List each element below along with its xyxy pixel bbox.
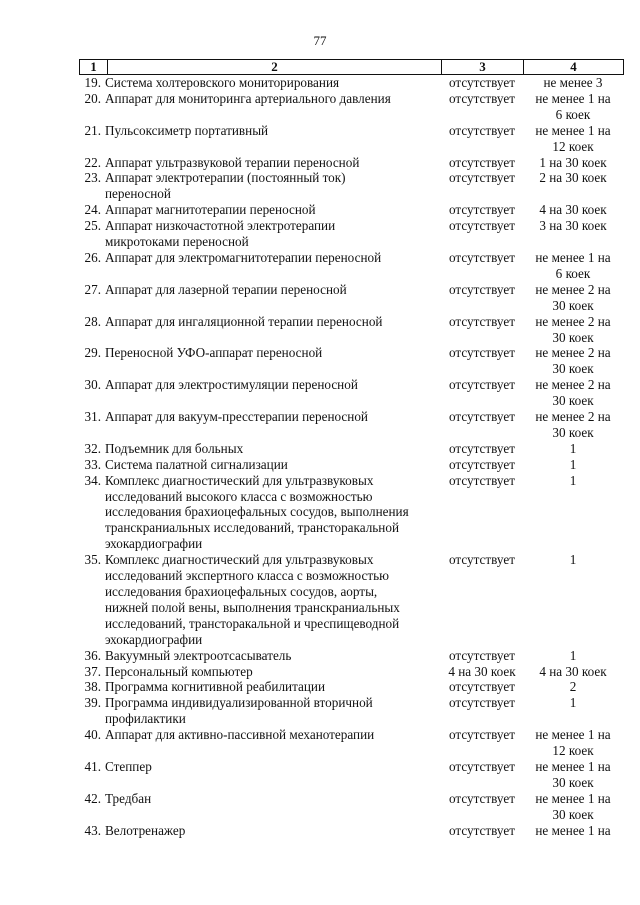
- table-row: [79, 250, 623, 282]
- equipment-name-line: Велотренажер: [105, 822, 186, 838]
- equipment-name-line: профилактики: [105, 711, 186, 727]
- current-quantity: отсутствует: [449, 822, 515, 838]
- table-row: [79, 473, 623, 553]
- required-quantity-line: не менее 2 на: [535, 281, 611, 297]
- required-quantity-line: 1: [569, 456, 577, 472]
- required-quantity: [523, 314, 623, 346]
- row-number: 41.: [84, 758, 101, 774]
- row-number: 23.: [84, 170, 101, 186]
- equipment-name-line: Пульсоксиметр портативный: [105, 122, 269, 138]
- required-quantity: [523, 202, 623, 218]
- required-quantity: [523, 170, 623, 202]
- table-row: [79, 648, 623, 664]
- equipment-name-line: Вакуумный электроотсасыватель: [105, 647, 292, 663]
- required-quantity: [523, 823, 623, 839]
- table-row: [79, 695, 623, 727]
- required-quantity: [523, 345, 623, 377]
- equipment-name: [104, 170, 441, 202]
- required-quantity: [523, 791, 623, 823]
- required-quantity-line: 4 на 30 коек: [539, 663, 607, 679]
- required-quantity: [523, 679, 623, 695]
- equipment-name-line: эхокардиографии: [105, 631, 203, 647]
- required-quantity-line: 30 коек: [552, 329, 594, 345]
- required-quantity-line: 12 коек: [552, 138, 594, 154]
- table-row: [79, 314, 623, 346]
- table-row: [79, 664, 623, 680]
- required-quantity-line: 2: [569, 679, 577, 695]
- table-row: [79, 123, 623, 155]
- current-quantity: отсутствует: [449, 679, 515, 695]
- equipment-name-line: Аппарат для ингаляционной терапии переносной: [105, 313, 383, 329]
- equipment-name-line: нижней полой вены, выполнения транскраниальных: [105, 599, 400, 615]
- row-number: 29.: [84, 345, 101, 361]
- row-number: 40.: [84, 727, 101, 743]
- table-row: [79, 282, 623, 314]
- equipment-name-line: Программа индивидуализированной вторичной: [105, 695, 373, 711]
- required-quantity: [523, 695, 623, 727]
- required-quantity: [523, 457, 623, 473]
- current-quantity: отсутствует: [449, 345, 515, 361]
- row-number: 26.: [84, 249, 101, 265]
- row-number: 36.: [84, 647, 101, 663]
- equipment-name-line: транскраниальных исследований, трансторакальной: [105, 520, 400, 536]
- table-row: [79, 345, 623, 377]
- current-quantity: отсутствует: [449, 90, 515, 106]
- required-quantity: [523, 250, 623, 282]
- equipment-name-line: исследований, трансторакальной и чреспищеводной: [105, 615, 400, 631]
- row-number: 33.: [84, 456, 101, 472]
- required-quantity-line: 1: [569, 647, 577, 663]
- equipment-name: [104, 250, 441, 282]
- row-number: 21.: [84, 122, 101, 138]
- equipment-name: [104, 218, 441, 250]
- required-quantity: [523, 727, 623, 759]
- required-quantity: [523, 473, 623, 553]
- row-number: 34.: [84, 472, 101, 488]
- equipment-name-line: Подъемник для больных: [105, 440, 244, 456]
- required-quantity-line: не менее 1 на: [535, 758, 611, 774]
- current-quantity: отсутствует: [449, 440, 515, 456]
- table-row: [79, 759, 623, 791]
- equipment-name-line: Тредбан: [105, 790, 152, 806]
- equipment-name-line: исследований экспертного класса с возможностью: [105, 568, 389, 584]
- equipment-name-line: Аппарат для электростимуляции переносной: [105, 377, 358, 393]
- required-quantity-line: 30 коек: [552, 361, 594, 377]
- current-quantity: отсутствует: [449, 202, 515, 218]
- required-quantity: [523, 664, 623, 680]
- required-quantity: [523, 441, 623, 457]
- required-quantity: [523, 75, 623, 91]
- table-row: [79, 170, 623, 202]
- current-quantity: отсутствует: [449, 727, 515, 743]
- row-number: 19.: [84, 75, 101, 90]
- required-quantity-line: не менее 1 на: [535, 122, 611, 138]
- equipment-name: [104, 727, 441, 759]
- table-row: [79, 823, 623, 839]
- equipment-name: [104, 345, 441, 377]
- required-quantity-line: не менее 2 на: [535, 313, 611, 329]
- equipment-name-line: микротоками переносной: [105, 234, 249, 250]
- equipment-name-line: переносной: [105, 186, 171, 202]
- required-quantity-line: 30 коек: [552, 297, 594, 313]
- row-number: 35.: [84, 552, 101, 568]
- table-row: [79, 727, 623, 759]
- required-quantity-line: 1: [569, 695, 577, 711]
- equipment-name: [104, 441, 441, 457]
- header-col-1: 1: [80, 60, 108, 75]
- equipment-name-line: Степпер: [105, 758, 152, 774]
- required-quantity-line: 6 коек: [555, 106, 591, 122]
- row-number: 27.: [84, 281, 101, 297]
- table-row: [79, 441, 623, 457]
- equipment-name-line: Аппарат для активно-пассивной механотерапии: [105, 727, 375, 743]
- table-row: [79, 457, 623, 473]
- equipment-name-line: Система палатной сигнализации: [105, 456, 288, 472]
- equipment-name-line: Аппарат электротерапии (постоянный ток): [105, 170, 346, 186]
- row-number: 30.: [84, 377, 101, 393]
- equipment-name: [104, 314, 441, 346]
- required-quantity: [523, 282, 623, 314]
- page-number: 77: [313, 33, 327, 48]
- row-number: 43.: [84, 822, 101, 838]
- required-quantity: [523, 759, 623, 791]
- current-quantity: отсутствует: [449, 313, 515, 329]
- required-quantity-line: 30 коек: [552, 424, 594, 440]
- row-number: 28.: [84, 313, 101, 329]
- table-row: [79, 218, 623, 250]
- row-number: 31.: [84, 409, 101, 425]
- current-quantity: отсутствует: [449, 790, 515, 806]
- required-quantity-line: не менее 2 на: [535, 345, 611, 361]
- equipment-name: [104, 123, 441, 155]
- required-quantity: [523, 123, 623, 155]
- equipment-name-line: исследований высокого класса с возможностью: [105, 488, 373, 504]
- row-number: 37.: [84, 663, 101, 679]
- required-quantity-line: не менее 1 на: [535, 822, 611, 838]
- current-quantity: отсутствует: [449, 377, 515, 393]
- current-quantity: отсутствует: [449, 552, 515, 568]
- equipment-name: [104, 552, 441, 647]
- current-quantity: отсутствует: [449, 281, 515, 297]
- required-quantity: [523, 91, 623, 123]
- row-number: 39.: [84, 695, 101, 711]
- equipment-name: [104, 695, 441, 727]
- row-number: 22.: [84, 154, 101, 170]
- equipment-name: [104, 759, 441, 791]
- required-quantity: [523, 155, 623, 171]
- required-quantity-line: не менее 2 на: [535, 377, 611, 393]
- required-quantity-line: не менее 1 на: [535, 90, 611, 106]
- equipment-name-line: Комплекс диагностический для ультразвуковых: [105, 552, 374, 568]
- row-number: 38.: [84, 679, 101, 695]
- equipment-name: [104, 473, 441, 553]
- equipment-name: [104, 91, 441, 123]
- required-quantity-line: 6 коек: [555, 265, 591, 281]
- required-quantity-line: 2 на 30 коек: [539, 170, 607, 186]
- table-row: [79, 679, 623, 695]
- table-row: [79, 552, 623, 647]
- equipment-name-line: Переносной УФО-аппарат переносной: [105, 345, 323, 361]
- row-number: 24.: [84, 202, 101, 218]
- equipment-name: [104, 679, 441, 695]
- equipment-name-line: Комплекс диагностический для ультразвуковых: [105, 472, 374, 488]
- required-quantity-line: 1: [569, 552, 577, 568]
- required-quantity-line: 3 на 30 коек: [539, 218, 607, 234]
- header-col-4: 4: [524, 60, 624, 75]
- equipment-name-line: Аппарат для лазерной терапии переносной: [105, 281, 347, 297]
- required-quantity-line: не менее 3: [543, 75, 603, 90]
- equipment-list: [79, 75, 623, 839]
- current-quantity: отсутствует: [449, 695, 515, 711]
- current-quantity: отсутствует: [449, 758, 515, 774]
- current-quantity: отсутствует: [449, 409, 515, 425]
- equipment-name-line: исследования брахиоцефальных сосудов, выполнения: [105, 504, 409, 520]
- required-quantity-line: 30 коек: [552, 774, 594, 790]
- equipment-name: [104, 648, 441, 664]
- row-number: 32.: [84, 440, 101, 456]
- current-quantity: отсутствует: [449, 456, 515, 472]
- equipment-name: [104, 791, 441, 823]
- table-header: [79, 59, 624, 75]
- required-quantity-line: не менее 1 на: [535, 727, 611, 743]
- table-row: [79, 75, 623, 91]
- current-quantity: 4 на 30 коек: [448, 663, 516, 679]
- required-quantity-line: не менее 2 на: [535, 409, 611, 425]
- equipment-name-line: Программа когнитивной реабилитации: [105, 679, 326, 695]
- equipment-name-line: Аппарат низкочастотной электротерапии: [105, 218, 336, 234]
- header-col-3: 3: [442, 60, 524, 75]
- equipment-name: [104, 377, 441, 409]
- current-quantity: отсутствует: [449, 647, 515, 663]
- equipment-name-line: исследования брахиоцефальных сосудов, аорты,: [105, 584, 378, 599]
- required-quantity-line: 1: [569, 472, 577, 488]
- required-quantity: [523, 377, 623, 409]
- required-quantity-line: 12 коек: [552, 743, 594, 759]
- equipment-name-line: Персональный компьютер: [105, 663, 253, 679]
- required-quantity-line: 30 коек: [552, 806, 594, 822]
- required-quantity: [523, 218, 623, 250]
- current-quantity: отсутствует: [449, 472, 515, 488]
- table-row: [79, 202, 623, 218]
- equipment-name: [104, 664, 441, 680]
- required-quantity: [523, 648, 623, 664]
- equipment-name-line: Аппарат для электромагнитотерапии переносной: [105, 249, 382, 265]
- required-quantity-line: 1: [569, 440, 577, 456]
- required-quantity-line: не менее 1 на: [535, 790, 611, 806]
- equipment-name: [104, 282, 441, 314]
- equipment-name-line: Аппарат ультразвуковой терапии переносной: [105, 154, 360, 170]
- required-quantity-line: не менее 1 на: [535, 249, 611, 265]
- header-col-2: 2: [108, 60, 442, 75]
- row-number: 25.: [84, 218, 101, 234]
- table-row: [79, 155, 623, 171]
- required-quantity-line: 4 на 30 коек: [539, 202, 607, 218]
- equipment-name: [104, 202, 441, 218]
- current-quantity: отсутствует: [449, 218, 515, 234]
- equipment-name-line: эхокардиографии: [105, 536, 203, 552]
- table-row: [79, 91, 623, 123]
- required-quantity: [523, 552, 623, 647]
- row-number: 20.: [84, 90, 101, 106]
- equipment-name: [104, 75, 441, 91]
- equipment-name-line: Аппарат для мониторинга артериального давления: [105, 90, 391, 106]
- table-row: [79, 409, 623, 441]
- current-quantity: отсутствует: [449, 75, 515, 90]
- equipment-name-line: Аппарат для вакуум-пресстерапии переносной: [105, 409, 368, 425]
- equipment-name: [104, 409, 441, 441]
- table-row: [79, 377, 623, 409]
- equipment-name: [104, 155, 441, 171]
- required-quantity-line: 1 на 30 коек: [539, 154, 607, 170]
- required-quantity-line: 30 коек: [552, 393, 594, 409]
- current-quantity: отсутствует: [449, 154, 515, 170]
- equipment-name-line: Аппарат магнитотерапии переносной: [105, 202, 316, 218]
- current-quantity: отсутствует: [449, 170, 515, 186]
- required-quantity: [523, 409, 623, 441]
- equipment-name: [104, 823, 441, 839]
- current-quantity: отсутствует: [449, 122, 515, 138]
- equipment-name: [104, 457, 441, 473]
- current-quantity: отсутствует: [449, 249, 515, 265]
- equipment-name-line: Система холтеровского мониторирования: [105, 75, 340, 90]
- row-number: 42.: [84, 790, 101, 806]
- table-row: [79, 791, 623, 823]
